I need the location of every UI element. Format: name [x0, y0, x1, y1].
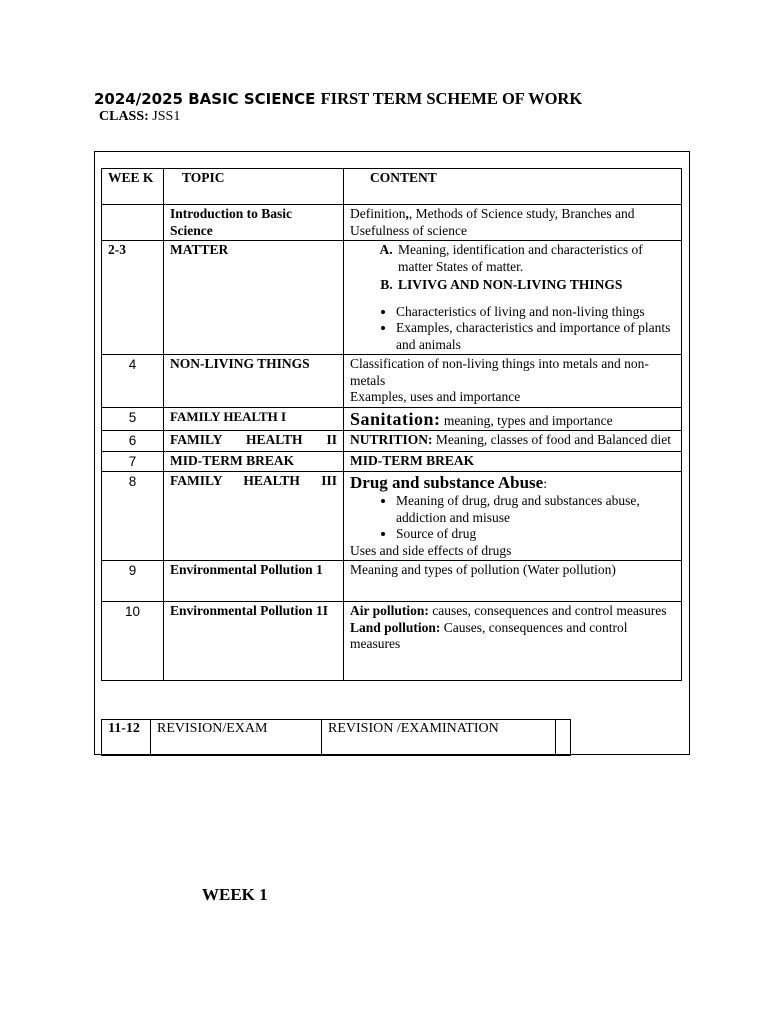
content-text: Causes, consequences and control measures [350, 619, 628, 651]
week-cell: 11-12 [102, 720, 151, 756]
topic-cell: FAMILY HEALTH II [164, 431, 344, 452]
table-row [102, 241, 682, 355]
topic-cell: Environmental Pollution 1 [164, 561, 344, 602]
list-item: B. LIVIVG AND NON-LIVING THINGS [396, 277, 675, 294]
week-cell [102, 205, 164, 241]
content-lead: Air pollution: [350, 603, 429, 618]
table-row [102, 451, 682, 472]
list-item: • Examples, characteristics and importance of plants and animals [396, 320, 675, 353]
empty-cell [556, 720, 571, 756]
content-line: Uses and side effects of drugs [350, 542, 512, 558]
content-lead: Sanitation: [350, 408, 441, 429]
content-lead: Land pollution: [350, 619, 441, 635]
table-row [102, 431, 682, 452]
document-title [94, 89, 582, 109]
topic-cell: Introduction to Basic Science [164, 205, 344, 241]
content-text: Meaning, classes of food and Balanced diet [432, 432, 671, 447]
table-row [102, 561, 682, 602]
class-line [99, 109, 180, 125]
table-row [102, 205, 682, 241]
content-lead: NUTRITION: [350, 432, 433, 447]
content-cell [344, 407, 682, 431]
content-cell [344, 241, 682, 355]
revision-table [101, 719, 571, 756]
week-cell: 4 [102, 355, 164, 408]
class-label: CLASS: [99, 109, 149, 124]
content-lead: Definition [350, 206, 406, 221]
title-year: 2024/2025 [94, 90, 183, 108]
table-row [102, 720, 571, 756]
content-cell [344, 431, 682, 452]
list-item: • Meaning of drug, drug and substances abuse, addiction and misuse [396, 493, 675, 526]
topic-cell: FAMILY HEALTH III [164, 472, 344, 561]
content-cell: Drug and substance Abuse: • Meaning of drug, drug and substances abuse, addiction and misuse • Source of drug Uses and side effects of drugs [344, 472, 682, 561]
topic-cell: MID-TERM BREAK [164, 451, 344, 472]
header-topic: TOPIC [164, 169, 344, 205]
header-week: WEE K [102, 169, 164, 205]
week-cell: 5 [102, 407, 164, 431]
table-row [102, 355, 682, 408]
table-row [102, 602, 682, 681]
content-cell: Definition,, Methods of Science study, Branches and Usefulness of science [344, 205, 682, 241]
content-cell [344, 355, 682, 408]
week-cell: 6 [102, 431, 164, 452]
content-cell: REVISION /EXAMINATION [322, 720, 556, 756]
title-subject: BASIC SCIENCE [188, 90, 316, 108]
content-cell: MID-TERM BREAK [344, 451, 682, 472]
topic-cell: Environmental Pollution 1I [164, 602, 344, 681]
content-text: , Methods of Science study, Branches and Usefulness of science [350, 206, 635, 238]
table-row [102, 472, 682, 561]
week-cell: 10 [102, 602, 164, 681]
bullet-list [350, 493, 675, 543]
lettered-list [350, 242, 675, 294]
week-cell: 8 [102, 472, 164, 561]
topic-cell: MATTER [164, 241, 344, 355]
week-heading: WEEK 1 [202, 885, 268, 904]
list-item: A. Meaning, identification and characteristics of matter States of matter. [396, 242, 675, 275]
content-text: meaning, types and importance [440, 412, 613, 428]
content-cell: Meaning and types of pollution (Water pollution) [344, 561, 682, 602]
list-item: • Characteristics of living and non-living things [396, 304, 675, 321]
content-lead: Drug and substance Abuse [350, 473, 544, 492]
table-row [102, 407, 682, 431]
content-text: causes, consequences and control measures [428, 603, 667, 618]
topic-cell: REVISION/EXAM [151, 720, 322, 756]
content-cell [344, 602, 682, 681]
bullet-list [350, 304, 675, 354]
content-line: Examples, uses and importance [350, 389, 521, 404]
week-cell: 9 [102, 561, 164, 602]
topic-cell: FAMILY HEALTH I [164, 407, 344, 431]
class-value: JSS1 [152, 109, 181, 124]
week-cell: 2-3 [102, 241, 164, 355]
title-rest: FIRST TERM SCHEME OF WORK [320, 89, 583, 108]
topic-cell: NON-LIVING THINGS [164, 355, 344, 408]
table-header-row [102, 169, 682, 205]
list-item: • Source of drug [396, 526, 675, 543]
scheme-table [101, 168, 682, 681]
content-line: Classification of non-living things into metals and non-metals [350, 356, 649, 388]
week-cell: 7 [102, 451, 164, 472]
header-content: CONTENT [344, 169, 682, 205]
